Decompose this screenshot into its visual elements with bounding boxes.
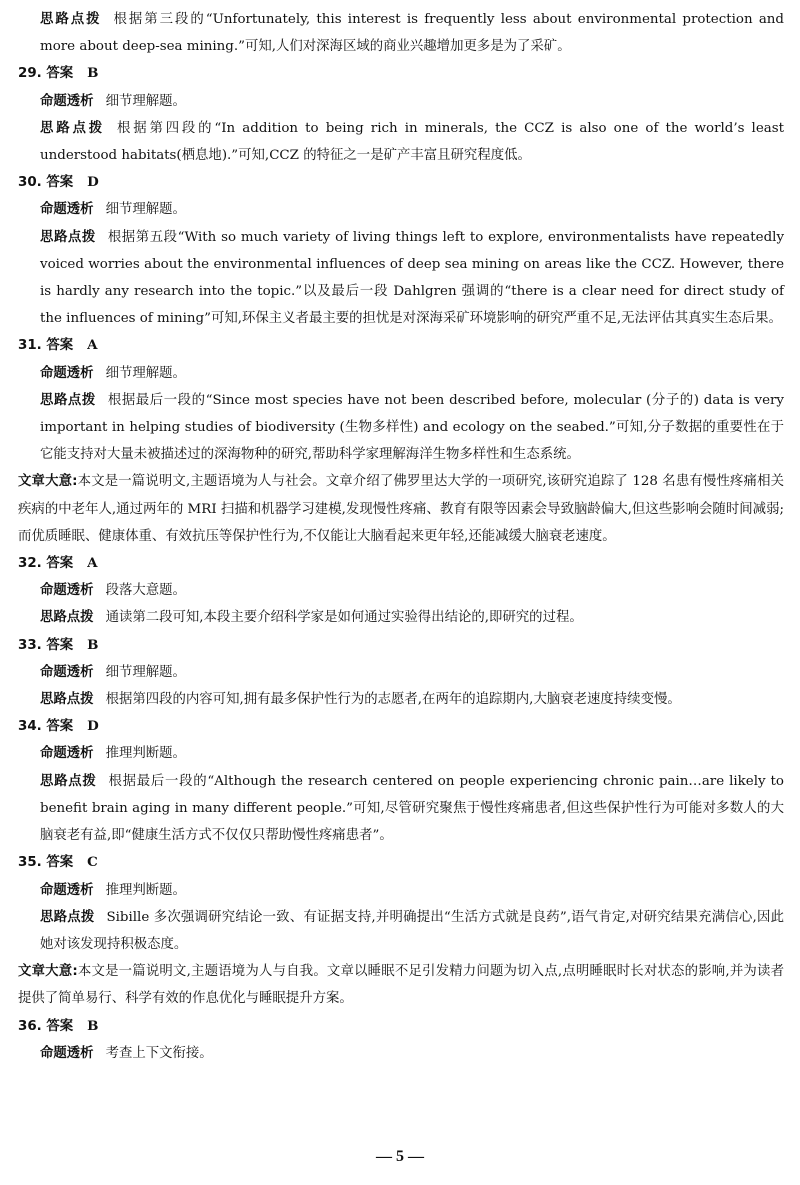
answer-label: 33. 答案 [18,637,74,653]
q34-answer [18,713,784,740]
answer-label: 35. 答案 [18,855,74,871]
type-text: 推理判断题。 [105,882,186,898]
answer-value: C [87,854,98,871]
answer-value: B [87,1017,99,1034]
type-label: 命题透析 [40,202,94,218]
q32-answer [18,550,784,577]
tip-text: 根据最后一段的“Since most species have not been described before, molecular (分子的) data is very important in helping studies of biodiversity (生物多样性) and ecology on the seabed.”可知,分子数据的重要性在于它能支持对大量未被描述过的深海物种的研究,帮助科学家理解海洋生物多样性和生态系统。 [40,392,784,463]
tip-text: 通读第二段可知,本段主要介绍科学家是如何通过实验得出结论的,即研究的过程。 [105,610,583,626]
type-label: 命题透析 [40,93,94,109]
answer-value: D [87,174,99,191]
answer-value: B [87,65,99,82]
type-label: 命题透析 [40,583,94,599]
q34-type [18,740,784,767]
q36-type [18,1040,784,1067]
tip-label: 思路点拨 [40,120,105,136]
summary-text: 本文是一篇说明文,主题语境为人与自我。文章以睡眠不足引发精力问题为切入点,点明睡眠时长对状态的影响,并为读者提供了简单易行、科学有效的作息优化与睡眠提升方案。 [18,964,784,1007]
tip-label: 思路点拨 [40,773,97,789]
type-label: 命题透析 [40,746,94,762]
type-text: 推理判断题。 [105,746,186,762]
tip-text: Sibille 多次强调研究结论一致、有证据支持,并明确提出“生活方式就是良药”,语气肯定,对研究结果充满信心,因此她对该发现持积极态度。 [40,909,784,952]
summary-label: 文章大意: [18,964,78,980]
type-text: 细节理解题。 [105,664,186,680]
q35-tip [18,904,784,958]
tip-label: 思路点拨 [40,692,94,708]
q30-tip [18,224,784,333]
tip-label: 思路点拨 [40,610,94,626]
q29-tip [18,115,784,169]
q32-tip [18,604,784,631]
summary-text: 本文是一篇说明文,主题语境为人与社会。文章介绍了佛罗里达大学的一项研究,该研究追踪了 128 名患有慢性疼痛相关疾病的中老年人,通过两年的 MRI 扫描和机器学习建模,发现慢性疼痛、教育有限等因素会导致脑龄偏大,但这些影响会随时间减弱;而优质睡眠、健康体重、有效抗压等保护性行为,不仅能让大脑看起来更年轻,还能减缓大脑衰老速度。 [18,474,784,544]
tip-label: 思路点拨 [40,229,96,245]
tip-text: 根据最后一段的“Although the research centered on people experiencing chronic pain…are likely to benefit brain aging in many different people.”可知,尽管研究聚焦于慢性疼痛患者,但这些保护性行为可能对多数人的大脑衰老有益,即“健康生活方式不仅仅只帮助慢性疼痛患者”。 [40,773,784,844]
q32-type [18,577,784,604]
q30-type [18,196,784,223]
answer-label: 32. 答案 [18,556,74,572]
article-summary-2 [18,958,784,1012]
q30-answer [18,169,784,196]
answer-value: B [87,636,99,653]
answer-label: 29. 答案 [18,66,74,82]
answer-value: A [87,337,98,354]
tip-label: 思路点拨 [40,392,96,408]
q31-type [18,360,784,387]
answer-label: 30. 答案 [18,175,74,191]
tip-text: 根据第三段的“Unfortunately, this interest is frequently less about environmental protection and more about deep-sea mining.”可知,人们对深海区域的商业兴趣增加更多是为了采矿。 [40,12,785,55]
q33-tip [18,686,784,713]
answer-label: 34. 答案 [18,719,74,735]
type-text: 段落大意题。 [105,583,186,599]
type-label: 命题透析 [40,1045,94,1061]
q31-answer [18,332,784,359]
page-number: — 5 — [376,1148,424,1165]
answer-value: A [87,555,98,572]
answer-value: D [87,718,99,735]
type-text: 细节理解题。 [105,365,186,381]
q34-tip [18,768,784,850]
tip-label: 思路点拨 [40,12,102,27]
q33-answer [18,632,784,659]
type-label: 命题透析 [40,882,94,898]
tip-text: 根据第四段的“In addition to being rich in minerals, the CCZ is also one of the world’s least understood habitats(栖息地).”可知,CCZ 的特征之一是矿产丰富且研究程度低。 [40,120,785,164]
summary-label: 文章大意: [18,474,78,490]
q36-answer [18,1013,784,1040]
type-text: 考查上下文衔接。 [105,1045,213,1061]
type-label: 命题透析 [40,664,94,680]
tip-text: 根据第五段“With so much variety of living things left to explore, environmentalists have repeatedly voiced worries about the environmental influences of deep sea mining on areas like the CCZ. However, there is hardly any research into the topic.”以及最后一段 Dahlgren 强调的“there is a clear need for direct study of the influences of mining”可知,环保主义者最主要的担忧是对深海采矿环境影响的研究严重不足,无法评估其真实生态后果。 [40,229,785,327]
q35-answer [18,849,784,876]
type-label: 命题透析 [40,365,94,381]
q31-tip [18,387,784,469]
tip-text: 根据第四段的内容可知,拥有最多保护性行为的志愿者,在两年的追踪期内,大脑衰老速度持续变慢。 [105,692,681,708]
q29-type [18,88,784,115]
q35-type [18,877,784,904]
q29-answer [18,60,784,87]
type-text: 细节理解题。 [105,202,186,218]
tip-label: 思路点拨 [40,909,95,925]
q33-type [18,659,784,686]
answer-label: 36. 答案 [18,1018,74,1034]
type-text: 细节理解题。 [105,93,186,109]
answer-label: 31. 答案 [18,338,74,354]
q28-tip [18,6,784,60]
article-summary-1 [18,468,784,550]
